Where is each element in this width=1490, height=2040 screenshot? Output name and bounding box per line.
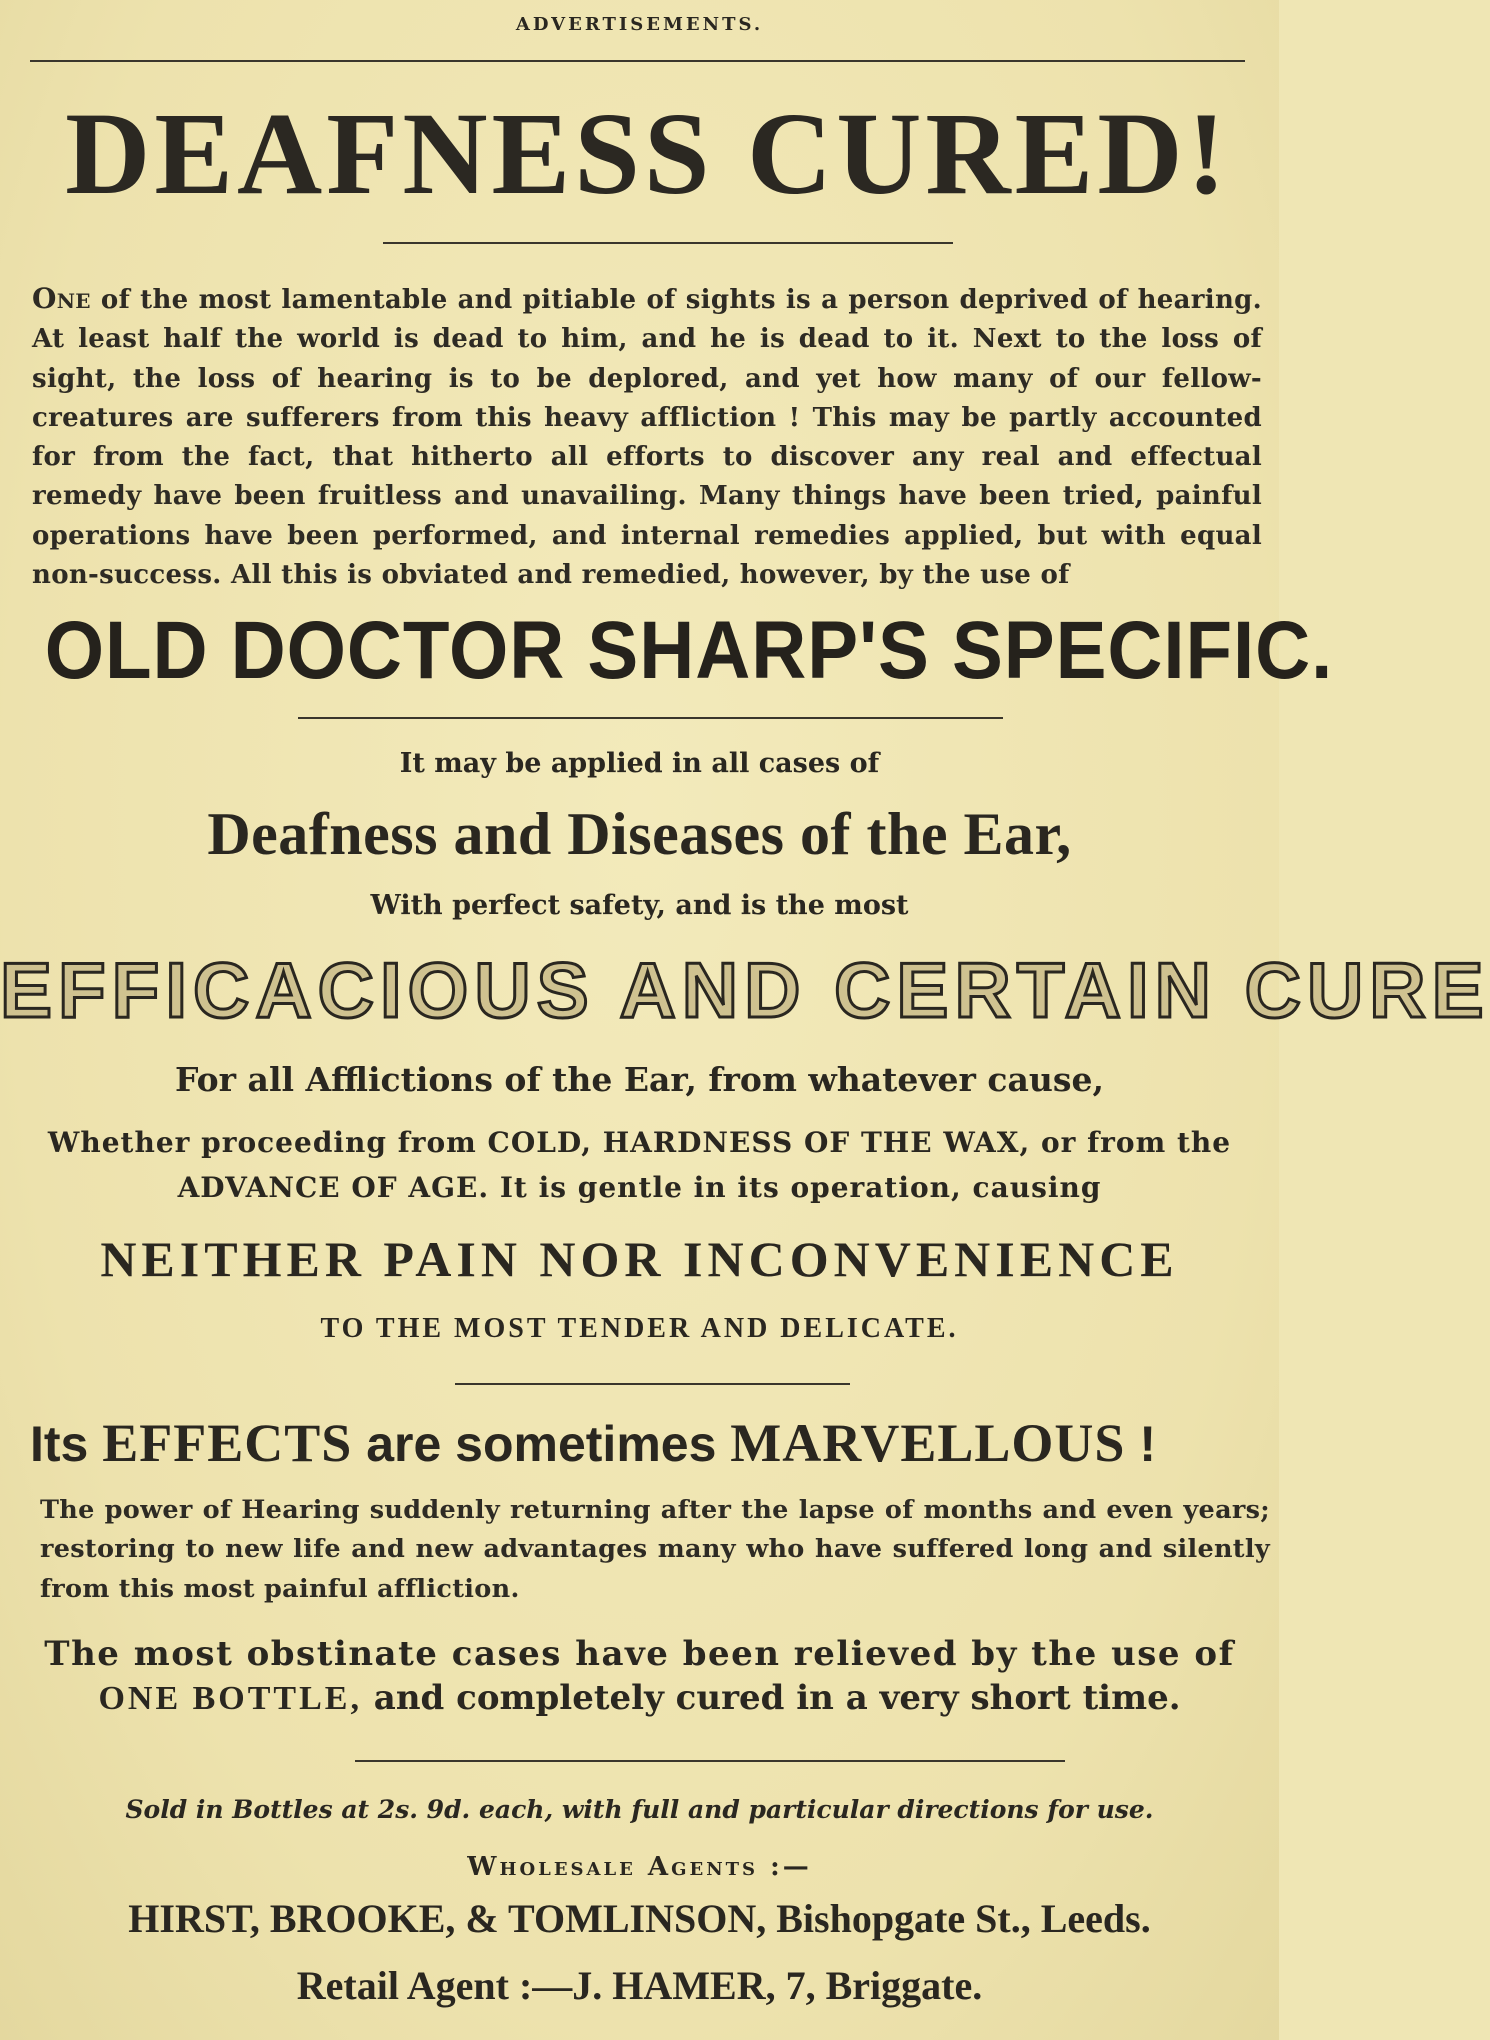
- afflictions-line: For all Afflictions of the Ear, from whatever cause,: [175, 1060, 1104, 1099]
- wholesale-heading: Wholesale Agents :—: [467, 1852, 812, 1882]
- cure-headline: EFFICACIOUS AND CERTAIN CURE: [0, 946, 1490, 1034]
- sold-line: Sold in Bottles at 2s. 9d. each, with full and particular directions for use.: [125, 1795, 1154, 1824]
- product-rule: [298, 717, 1003, 719]
- obstinate-line-1: The most obstinate cases have been relieved by the use of: [44, 1634, 1235, 1674]
- obstinate-line-2: [0, 1678, 1279, 1718]
- effects-headline: [30, 1412, 1270, 1474]
- effects-its: Its: [30, 1416, 103, 1472]
- retail-agent: Retail Agent :—J. HAMER, 7, Briggate.: [296, 1963, 983, 2008]
- page-header: ADVERTISEMENTS.: [515, 14, 764, 35]
- intro-paragraph: [32, 279, 1262, 595]
- effects-word: EFFECTS: [102, 1413, 353, 1473]
- proceeding-line-2: ADVANCE OF AGE. It is gentle in its operation, causing: [177, 1171, 1102, 1204]
- proceeding-line-1: Whether proceeding from COLD, HARDNESS OF THE WAX, or from the: [47, 1126, 1232, 1159]
- effects-rule: [455, 1383, 850, 1385]
- effects-bang: !: [1125, 1416, 1156, 1472]
- no-pain-headline: NEITHER PAIN NOR INCONVENIENCE: [100, 1231, 1179, 1287]
- power-paragraph: The power of Hearing suddenly returning after the lapse of months and even years; restoring to new life and new advantages many who have suffered long and silently from this most painful affliction.: [40, 1495, 1270, 1604]
- tender-line: TO THE MOST TENDER AND DELICATE.: [320, 1313, 959, 1344]
- obstinate-line-2-rest: and completely cured in a very short time.: [361, 1678, 1181, 1718]
- main-title: DEAFNESS CURED!: [65, 88, 1230, 219]
- sold-rule: [355, 1760, 1065, 1762]
- intro-lead-word: One: [32, 282, 91, 315]
- effects-marvellous: MARVELLOUS: [730, 1413, 1126, 1473]
- title-ornament-rule: [383, 242, 953, 244]
- safety-line: With perfect safety, and is the most: [370, 890, 909, 921]
- header-rule: [30, 60, 1245, 62]
- applied-line: It may be applied in all cases of: [399, 748, 880, 779]
- wholesale-agents: HIRST, BROOKE, & TOMLINSON, Bishopgate St., Leeds.: [128, 1896, 1151, 1941]
- product-name: OLD DOCTOR SHARP'S SPECIFIC.: [44, 605, 1334, 696]
- intro-text: of the most lamentable and pitiable of sights is a person deprived of hearing. At least half the world is dead to him, and he is dead to it. Next to the loss of sight, the loss of hearing is to be deplored, and yet how many of our fellow-creatures are sufferers from this heavy affliction ! This may be partly accounted for from the fact, that hitherto all efforts to discover any real and effectual remedy have been fruitless and unavailing. Many things have been tried, painful operations have been performed, and internal remedies applied, but with equal non-success. All this is obviated and remedied, however, by the use of: [32, 285, 1262, 591]
- effects-mid: are sometimes: [352, 1416, 731, 1472]
- one-bottle: ONE BOTTLE,: [98, 1680, 362, 1717]
- ear-disease-line: Deafness and Diseases of the Ear,: [207, 801, 1072, 867]
